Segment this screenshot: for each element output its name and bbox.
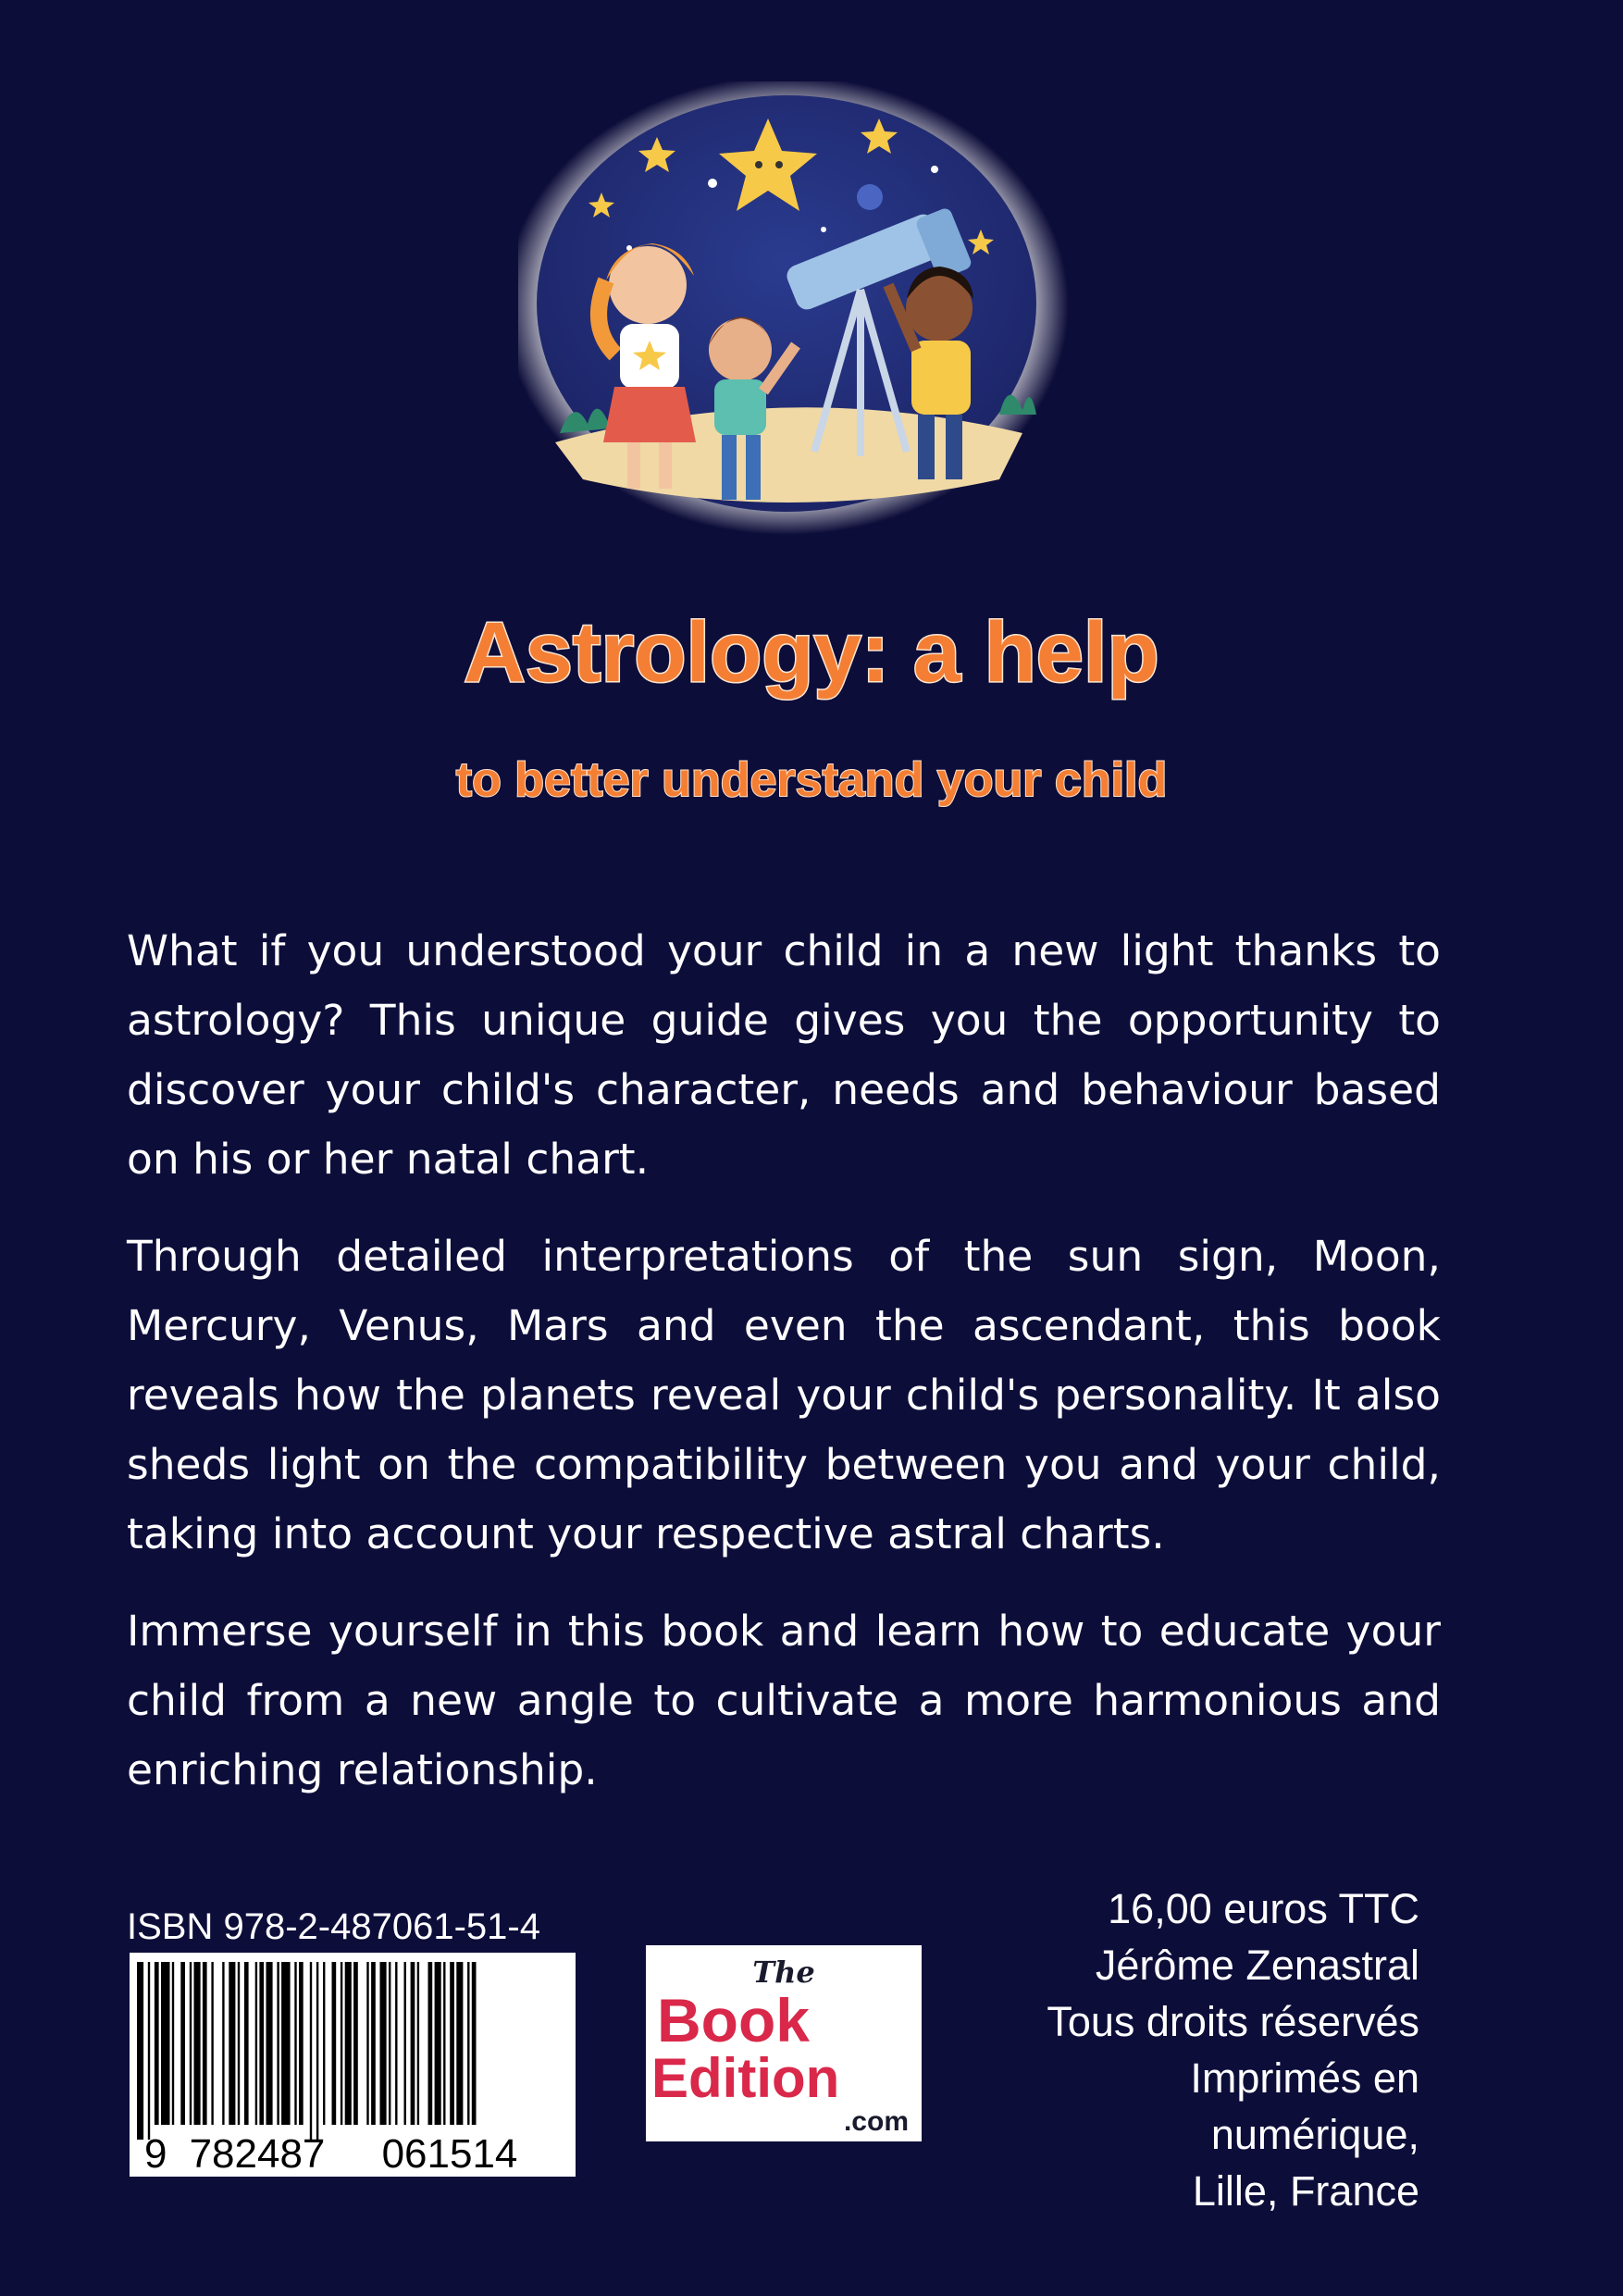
- barcode-bar: [428, 1962, 433, 2125]
- barcode-bar: [172, 1962, 174, 2125]
- location-text: Lille, France: [1192, 2167, 1419, 2215]
- barcode-bar: [353, 1962, 358, 2125]
- book-subtitle: to better understand your child: [455, 753, 1168, 807]
- logo-the-text: The: [752, 1955, 815, 1990]
- logo-book-text: Book: [657, 1986, 810, 2054]
- barcode-digit-first: 9: [144, 2131, 167, 2177]
- barcode-bar: [310, 1962, 312, 2140]
- barcode-bar: [450, 1962, 454, 2125]
- barcode-bar: [411, 1962, 415, 2125]
- barcode-bar: [180, 1962, 185, 2125]
- barcode-bar: [316, 1962, 318, 2140]
- barcode-bar: [332, 1962, 337, 2125]
- barcode-bar: [404, 1962, 406, 2125]
- price-text: 16,00 euros TTC: [1108, 1885, 1419, 1932]
- logo-edition-text: Edition: [651, 2047, 840, 2109]
- barcode-bar: [255, 1962, 257, 2125]
- description-paragraph-3: Immerse yourself in this book and learn how to educate your child from a new angle to cultivate a more harmonious and enriching relationship.: [127, 1607, 1441, 1794]
- logo-dotcom-text: .com: [843, 2106, 909, 2137]
- barcode-bar: [229, 1962, 235, 2125]
- printed-text-line1: Imprimés en: [1190, 2054, 1419, 2102]
- barcode-bar: [244, 1962, 249, 2125]
- barcode-bar: [323, 1962, 325, 2125]
- barcode-bar: [259, 1962, 264, 2125]
- publisher-logo: [646, 1945, 922, 2141]
- barcode-bar: [395, 1962, 397, 2125]
- barcode-bar: [211, 1962, 213, 2125]
- description-paragraph-1: What if you understood your child in a new light thanks to astrology? This unique guide gives you the opportunity to discover your child's character, needs and behaviour based on his or her natal chart.: [127, 926, 1441, 1184]
- barcode-bar: [161, 1962, 170, 2125]
- barcode-bar: [137, 1962, 143, 2140]
- rights-text: Tous droits réservés: [1047, 1998, 1419, 2045]
- printed-text-line2: numérique,: [1210, 2111, 1419, 2158]
- barcode-bar: [148, 1962, 150, 2140]
- barcode-bar: [417, 1962, 419, 2125]
- publication-info: [938, 1880, 1419, 2219]
- barcode-bar: [345, 1962, 352, 2125]
- barcode-digits-left: 782487: [189, 2131, 326, 2177]
- isbn-label: ISBN 978-2-487061-51-4: [127, 1906, 540, 1947]
- barcode-bar: [190, 1962, 192, 2125]
- book-description: [127, 916, 1441, 1832]
- barcode-bar: [281, 1962, 291, 2125]
- barcode-bar: [389, 1962, 390, 2125]
- barcode-bar: [222, 1962, 224, 2125]
- barcode-bar: [155, 1962, 159, 2125]
- barcode-bar: [277, 1962, 279, 2125]
- barcode-bar: [456, 1962, 463, 2125]
- barcode-bar: [294, 1962, 296, 2125]
- description-paragraph-2: Through detailed interpretations of the sun sign, Moon, Mercury, Venus, Mars and even the ascendant, this book reveals how the planets reveal your child's personality. It also sheds light on the compatibility between you and your child, taking into account your respective astral charts.: [127, 1232, 1441, 1558]
- barcode-bar: [299, 1962, 304, 2125]
- barcode-bar: [467, 1962, 469, 2125]
- barcode-bar: [203, 1962, 207, 2125]
- barcode-bar: [266, 1962, 273, 2125]
- barcode-bar: [443, 1962, 445, 2125]
- barcode-bar: [371, 1962, 376, 2125]
- barcode-bar: [238, 1962, 240, 2125]
- barcode-bar: [380, 1962, 387, 2125]
- barcode-bar: [366, 1962, 368, 2125]
- barcode-bar: [435, 1962, 441, 2125]
- barcode-bar: [341, 1962, 342, 2125]
- children-telescope-illustration-icon: [518, 81, 1092, 544]
- barcode-bars: [137, 1962, 477, 2140]
- barcode-bar: [194, 1962, 201, 2125]
- barcode-bar: [472, 1962, 477, 2125]
- barcode: [130, 1953, 576, 2177]
- book-title: Astrology: a help: [464, 605, 1159, 700]
- barcode-digits-right: 061514: [381, 2131, 518, 2177]
- author-name: Jérôme Zenastral: [1095, 1942, 1419, 1989]
